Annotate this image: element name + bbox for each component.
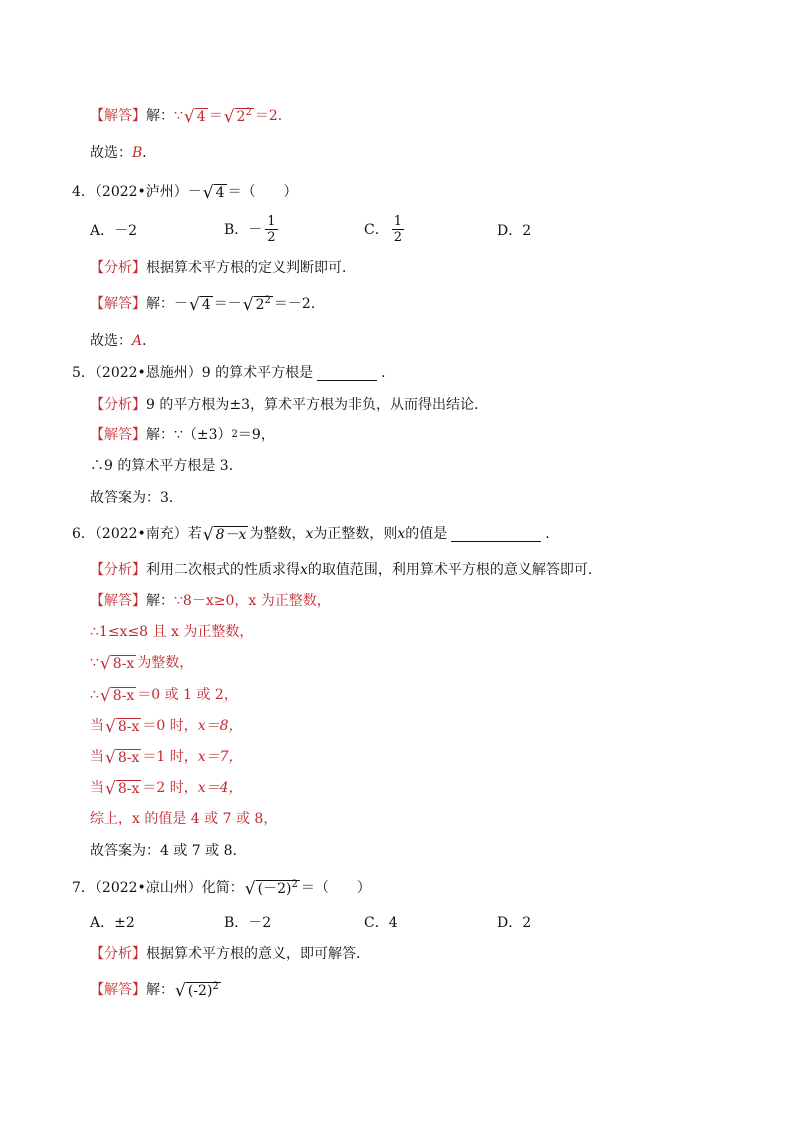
question-5: 5．（2022•恩施州）9 的算术平方根是 ． (72, 365, 396, 381)
option-d: D．2 (497, 223, 532, 239)
sqrt-expression: √ $(-2)^2$ (175, 981, 219, 1001)
fraction: $\frac{1}{2}$ (267, 214, 276, 245)
option-d: D．2 (497, 915, 532, 931)
option-b: B．－2 (224, 915, 272, 931)
question-6: 6．（2022•南充）若 √ 8－x 为整数， x 为正整数，则 x 的值是 ． (72, 525, 560, 545)
answer-line: 【解答】 解： ∵ √ 4 ＝ √ $2^2$ ＝2． (90, 107, 292, 127)
selection-line: 故选： A ． (90, 333, 157, 349)
selection-line: 故选： B ． (90, 145, 157, 161)
solution-line: ∴9 的算术平方根是 3． (90, 458, 243, 474)
solution-line: ∵ √ 8-x 为整数， (90, 654, 194, 674)
solution-line: 当 √ 8-x ＝2 时， x＝4， (90, 779, 243, 799)
option-a: A．±2 (90, 915, 135, 931)
answer-blank (451, 527, 541, 542)
answer-line: 【解答】 解： ∵8－x≥0，x 为正整数， (90, 593, 331, 609)
option-c: C． $\frac{1}{2}$ (364, 214, 402, 245)
sqrt-expression: √ 8-x (99, 686, 135, 706)
answer-blank (317, 366, 377, 381)
sqrt-expression: √ 8-x (105, 748, 140, 768)
answer-line: 【解答】 解： － √ 4 ＝－ √ $2^2$ ＝－2． (90, 295, 325, 315)
solution-line: 故答案为：3． (90, 490, 183, 506)
sqrt-expression: √ 8-x (105, 779, 140, 799)
sqrt-expression: √ $2^2$ (223, 107, 252, 127)
analysis-line: 【分析】 根据算术平方根的意义，即可解答． (90, 946, 370, 962)
analysis-line: 【分析】 9 的平方根为±3，算术平方根为非负，从而得出结论． (90, 397, 488, 413)
sqrt-expression: √ 8－x (202, 525, 247, 545)
option-a: A．－2 (90, 223, 138, 239)
sqrt-expression: √ 4 (189, 295, 211, 315)
option-b: B．－ $\frac{1}{2}$ (224, 214, 276, 245)
question-4: 4．（2022•泸州） － √ 4 ＝（ ） (72, 183, 298, 203)
option-c: C．4 (364, 915, 398, 931)
answer-tag: 【解答】 (90, 108, 146, 124)
answer-line: 【解答】 解： √ $(-2)^2$ (90, 981, 219, 1001)
answer-line: 【解答】 解： ∵（±3） 2 ＝9， (90, 427, 275, 443)
sqrt-expression: √ 4 (202, 183, 225, 203)
solution-line: 综上，x 的值是 4 或 7 或 8， (90, 811, 278, 827)
question-7: 7．（2022•凉山州）化简： √ $(-2)^2$ ＝（ ） (72, 879, 371, 899)
sqrt-expression: √ 8-x (99, 654, 135, 674)
sqrt-expression: √ 4 (183, 107, 206, 127)
solution-line: ∴ √ 8-x ＝0 或 1 或 2， (90, 686, 238, 706)
sqrt-expression: √ $(-2)^2$ (244, 879, 298, 899)
solution-line: ∴1≤x≤8 且 x 为正整数， (90, 624, 254, 640)
solution-label: 解： (146, 108, 174, 124)
sqrt-expression: √ $2^2$ (242, 295, 271, 315)
analysis-line: 【分析】 利用二次根式的性质求得 x 的取值范围，利用算术平方根的意义解答即可． (90, 562, 602, 578)
solution-line: 当 √ 8-x ＝0 时， x＝8， (90, 717, 243, 737)
fraction: $\frac{1}{2}$ (393, 214, 402, 245)
solution-line: 当 √ 8-x ＝1 时， x＝7， (90, 748, 243, 768)
solution-line: 故答案为：4 或 7 或 8． (90, 843, 247, 859)
analysis-line: 【分析】 根据算术平方根的定义判断即可． (90, 260, 356, 276)
sqrt-expression: √ 8-x (105, 717, 140, 737)
